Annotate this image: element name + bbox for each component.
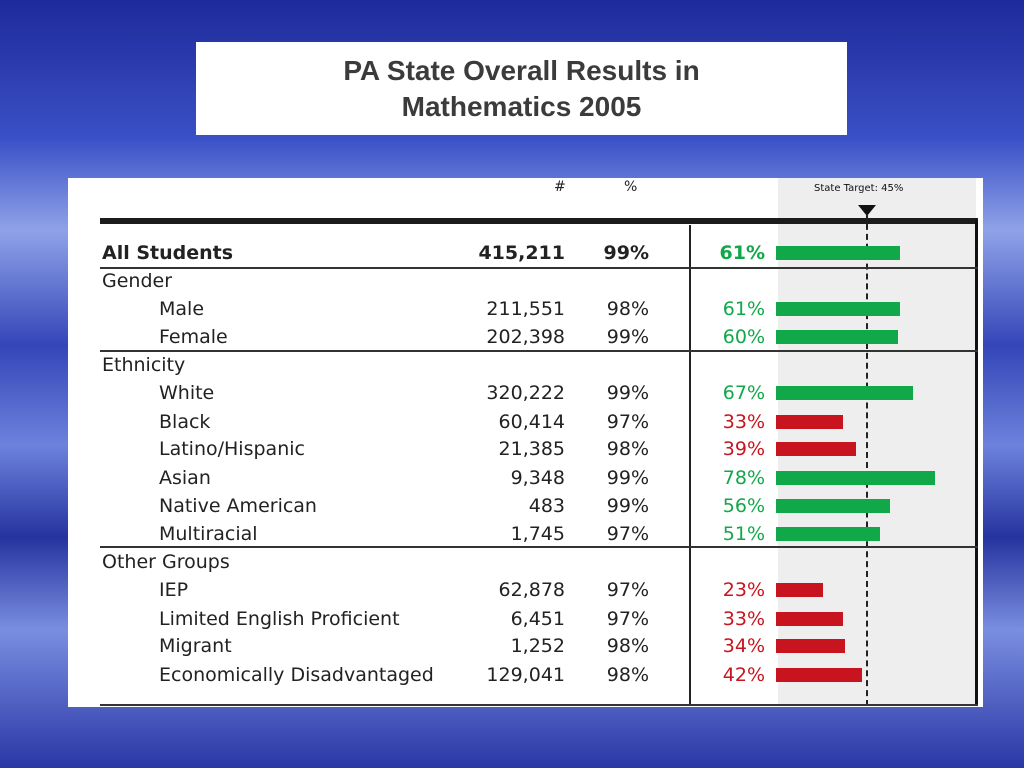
percent-tested: 98% xyxy=(606,438,649,460)
group-label: Other Groups xyxy=(102,551,230,573)
chart-title-line-2: Mathematics 2005 xyxy=(401,90,642,122)
proficiency-data-label: 39% xyxy=(722,438,765,460)
proficiency-data-label: 67% xyxy=(722,382,765,404)
student-count: 1,745 xyxy=(510,523,565,545)
proficiency-bar xyxy=(776,612,843,626)
percent-tested: 99% xyxy=(606,495,649,517)
proficiency-data-label: 33% xyxy=(722,608,765,630)
proficiency-data-label: 56% xyxy=(722,495,765,517)
proficiency-bar xyxy=(776,668,862,682)
proficiency-bar xyxy=(776,583,823,597)
row-label: IEP xyxy=(159,579,189,601)
percent-tested: 97% xyxy=(606,523,649,545)
student-count: 320,222 xyxy=(486,382,565,404)
row-label: Male xyxy=(159,298,205,320)
table-row xyxy=(68,521,983,549)
group-heading-row xyxy=(68,549,983,577)
proficiency-data-label: 61% xyxy=(719,242,765,264)
proficiency-data-label: 60% xyxy=(722,326,765,348)
percent-column-header: % xyxy=(624,179,638,195)
table-row xyxy=(68,662,983,690)
proficiency-bar xyxy=(776,442,856,456)
student-count: 62,878 xyxy=(498,579,565,601)
student-count: 9,348 xyxy=(510,467,565,489)
proficiency-bar xyxy=(776,246,900,260)
proficiency-bar xyxy=(776,415,843,429)
header-rule xyxy=(100,218,978,224)
proficiency-bar xyxy=(776,386,913,400)
proficiency-data-label: 23% xyxy=(722,579,765,601)
row-label: Latino/Hispanic xyxy=(159,438,305,460)
student-count: 211,551 xyxy=(486,298,565,320)
row-label: Multiracial xyxy=(159,523,258,545)
group-heading-row xyxy=(68,352,983,380)
table-row xyxy=(68,324,983,352)
student-count: 1,252 xyxy=(510,635,565,657)
percent-tested: 99% xyxy=(606,326,649,348)
row-label: Black xyxy=(159,411,211,433)
row-label: All Students xyxy=(102,242,234,264)
chart-title-line-1: PA State Overall Results in xyxy=(343,54,700,86)
table-row xyxy=(68,493,983,521)
table-row xyxy=(68,606,983,634)
row-label: Asian xyxy=(159,467,211,489)
proficiency-data-label: 42% xyxy=(722,664,765,686)
proficiency-bar xyxy=(776,330,898,344)
results-table xyxy=(68,178,983,707)
proficiency-bar xyxy=(776,499,890,513)
student-count: 21,385 xyxy=(498,438,565,460)
percent-tested: 97% xyxy=(606,411,649,433)
bottom-rule xyxy=(100,704,978,706)
table-row xyxy=(68,633,983,661)
percent-tested: 99% xyxy=(603,242,649,264)
student-count: 6,451 xyxy=(510,608,565,630)
proficiency-data-label: 51% xyxy=(722,523,765,545)
table-row xyxy=(68,240,983,268)
student-count: 415,211 xyxy=(478,242,565,264)
table-row xyxy=(68,577,983,605)
row-label: Migrant xyxy=(159,635,232,657)
student-count: 483 xyxy=(528,495,565,517)
group-label: Gender xyxy=(102,270,173,292)
count-column-header: # xyxy=(554,179,566,195)
percent-tested: 97% xyxy=(606,608,649,630)
percent-tested: 99% xyxy=(606,382,649,404)
student-count: 60,414 xyxy=(498,411,565,433)
proficiency-data-label: 78% xyxy=(722,467,765,489)
table-row xyxy=(68,296,983,324)
proficiency-data-label: 61% xyxy=(722,298,765,320)
row-label: Limited English Proficient xyxy=(159,608,400,630)
proficiency-bar xyxy=(776,639,845,653)
row-label: Economically Disadvantaged xyxy=(159,664,434,686)
proficiency-bar xyxy=(776,302,900,316)
table-row xyxy=(68,409,983,437)
percent-tested: 99% xyxy=(606,467,649,489)
row-label: Native American xyxy=(159,495,317,517)
percent-tested: 98% xyxy=(606,635,649,657)
row-label: Female xyxy=(159,326,228,348)
row-label: White xyxy=(159,382,215,404)
proficiency-data-label: 34% xyxy=(722,635,765,657)
table-row xyxy=(68,436,983,464)
proficiency-bar xyxy=(776,527,880,541)
percent-tested: 98% xyxy=(606,664,649,686)
student-count: 202,398 xyxy=(486,326,565,348)
state-target-label: State Target: 45% xyxy=(814,183,904,194)
table-row xyxy=(68,380,983,408)
table-row xyxy=(68,465,983,493)
student-count: 129,041 xyxy=(486,664,565,686)
proficiency-data-label: 33% xyxy=(722,411,765,433)
proficiency-bar xyxy=(776,471,935,485)
percent-tested: 98% xyxy=(606,298,649,320)
group-heading-row xyxy=(68,268,983,296)
percent-tested: 97% xyxy=(606,579,649,601)
group-label: Ethnicity xyxy=(102,354,186,376)
title-box xyxy=(196,42,847,135)
